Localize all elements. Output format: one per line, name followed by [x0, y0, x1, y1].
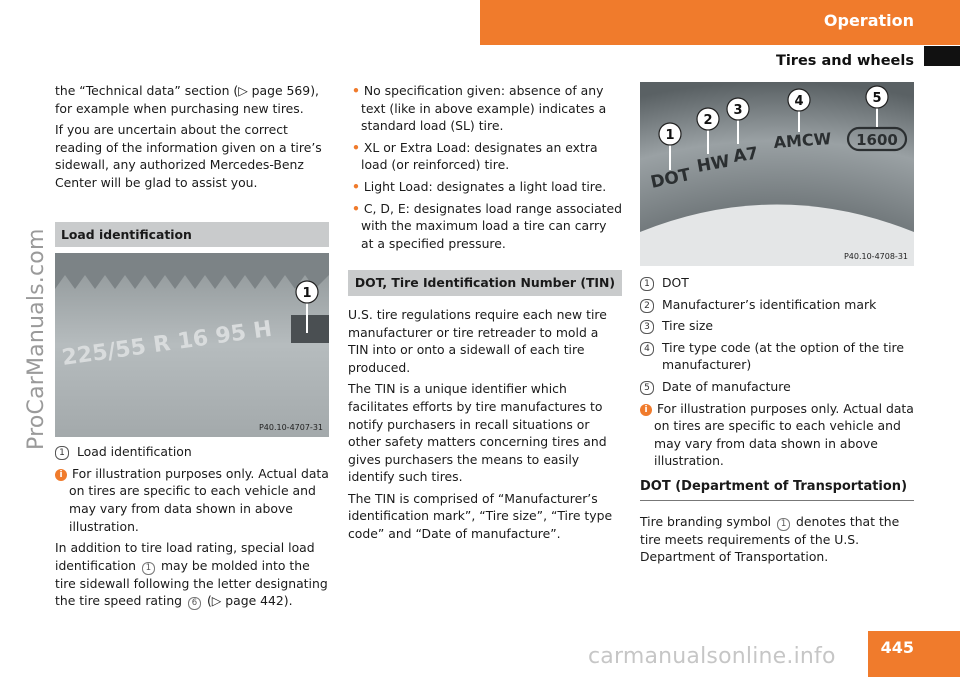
column-3 — [640, 82, 914, 570]
a7-text: A7 — [731, 143, 760, 167]
bullet-text: C, D, E: designates load range associated with the maximum load a tire can carry at a specified pressure. — [361, 200, 623, 251]
inline-marker-1: 1 — [142, 562, 155, 575]
inline-marker-6: 6 — [188, 597, 201, 610]
legend-number: 1 — [640, 277, 654, 291]
info-note — [640, 400, 914, 470]
date-text: 1600 — [856, 131, 898, 149]
marker-number-2: 2 — [703, 113, 713, 128]
page-number: 445 — [880, 638, 914, 657]
info-note — [55, 465, 329, 535]
legend-number: 1 — [55, 446, 69, 460]
marker-number-4: 4 — [794, 94, 804, 109]
marker-number-5: 5 — [872, 91, 882, 106]
subsection-title: Tires and wheels — [775, 53, 914, 69]
thumb-tab — [924, 46, 960, 66]
bullet-text: No specification given: absence of any text (like in above example) indicates a standard load (SL) tire. — [361, 83, 607, 134]
dot-paragraph — [640, 513, 914, 566]
legend-item — [640, 339, 914, 374]
marker-number-1: 1 — [665, 128, 675, 143]
legend-item — [640, 378, 914, 396]
info-icon: i — [55, 469, 67, 481]
load-marking-area — [291, 315, 329, 343]
legend-label: Manufacturer’s identification mark — [662, 296, 877, 312]
legend-item — [640, 274, 914, 292]
dot-legend — [640, 274, 914, 396]
column-2 — [348, 82, 622, 547]
tire-size-text: 225/55 R 16 95 H — [60, 316, 274, 372]
tin-paragraph-3: The TIN is comprised of “Manufacturer’s identification mark”, “Tire size”, “Tire type code” and “Date of manufacture”. — [348, 490, 613, 542]
side-watermark: ProCarManuals.com — [24, 228, 49, 450]
load-identification-heading: Load identification — [55, 222, 329, 248]
dot-subheading: DOT (Department of Transportation) — [640, 478, 914, 501]
intro-paragraph-2: If you are uncertain about the correct reading of the information given on a tire’s sidewall, any authorized Mercedes-Benz Center will be glad to assist you. — [55, 122, 322, 190]
bottom-watermark: carmanualsonline.info — [588, 644, 836, 669]
legend-label: Load identification — [77, 444, 192, 460]
section-title: Operation — [823, 11, 914, 30]
tin-paragraph-1: U.S. tire regulations require each new tire manufacturer or tire retreader to mold a TIN into or onto a sidewall of each tire produced. — [348, 306, 607, 375]
page-number-box — [868, 631, 960, 677]
legend-label: Date of manufacture — [662, 378, 791, 394]
bullet-item: • No specification given: absence of any text (like in above example) indicates a standard load (SL) tire. — [352, 83, 607, 134]
column-1 — [55, 82, 329, 614]
dot-paragraph-part-b: denotes that the tire meets requirements of the U.S. Department of Transportation. — [640, 513, 900, 565]
tin-paragraph-2: The TIN is a unique identifier which facilitates efforts by tire manufactures to notify purchasers in recall situations or other safety matters concerning tires and gives purchasers the means to easily identify such tires. — [348, 381, 607, 485]
bullet-text: XL or Extra Load: designates an extra load (or reinforced) tire. — [361, 139, 598, 173]
image-reference: P40.10-4708-31 — [843, 252, 908, 261]
legend-number: 3 — [640, 320, 654, 334]
dot-tin-heading: DOT, Tire Identification Number (TIN) — [348, 270, 622, 296]
inline-marker-1: 1 — [777, 518, 790, 531]
image-reference: P40.10-4707-31 — [258, 423, 323, 433]
load-paragraph — [55, 539, 329, 610]
load-paragraph-part-a: In addition to tire load rating, special load identification — [55, 540, 315, 573]
amcw-text: AMCW — [772, 129, 832, 152]
dot-paragraph-part-a: Tire branding symbol — [640, 513, 772, 529]
tire-dot-image — [640, 82, 914, 266]
hw-text: HW — [695, 151, 732, 177]
legend-item — [55, 443, 329, 461]
marker-number-1: 1 — [302, 286, 312, 302]
legend-item — [640, 317, 914, 335]
legend-item — [640, 296, 914, 314]
legend-label: Tire type code (at the option of the tire manufacturer) — [662, 339, 904, 373]
load-paragraph-part-b: may be molded into the tire sidewall following the letter designating the tire speed rating — [55, 557, 328, 609]
legend-number: 2 — [640, 299, 654, 313]
legend-label: DOT — [662, 275, 689, 290]
legend-label: Tire size — [662, 318, 714, 334]
legend-number: 4 — [640, 342, 654, 356]
info-text: For illustration purposes only. Actual data on tires are specific to each vehicle and may vary from data shown in above illustration. — [654, 400, 914, 469]
bullet-text: Light Load: designates a light load tire. — [363, 178, 607, 194]
bullet-item: • C, D, E: designates load range associated with the maximum load a tire can carry at a specified pressure. — [352, 200, 623, 251]
bullet-item: • XL or Extra Load: designates an extra load (or reinforced) tire. — [352, 139, 598, 173]
intro-paragraph-1: the “Technical data” section (▷ page 569), for example when purchasing new tires. — [55, 83, 319, 116]
legend-number: 5 — [640, 381, 654, 395]
marker-number-3: 3 — [733, 103, 743, 118]
bullet-item: • Light Load: designates a light load tire. — [352, 178, 607, 194]
dot-text: DOT — [648, 164, 693, 193]
info-text: For illustration purposes only. Actual data on tires are specific to each vehicle and may vary from data shown in above illustration. — [69, 465, 329, 534]
info-icon: i — [640, 404, 652, 416]
tire-load-image — [55, 253, 329, 437]
load-paragraph-part-c: (▷ page 442). — [206, 593, 293, 609]
